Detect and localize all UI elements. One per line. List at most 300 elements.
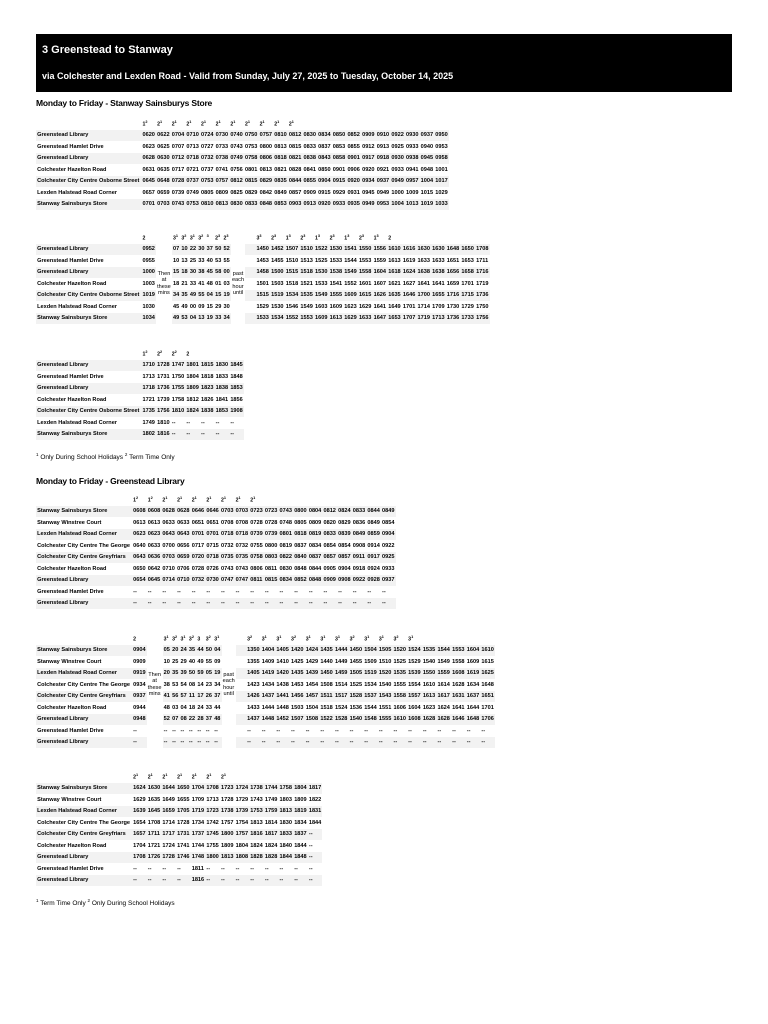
departure-time: 1756 bbox=[156, 406, 171, 418]
departure-time: 1718 bbox=[141, 383, 156, 395]
departure-time: 0848 bbox=[259, 199, 274, 211]
service-code: $3^1$ bbox=[172, 231, 180, 244]
service-code: $3^2$ bbox=[290, 632, 305, 645]
departure-time: 1001 bbox=[435, 166, 448, 173]
departure-time: 1534 bbox=[270, 313, 285, 325]
departure-time: -- bbox=[422, 727, 427, 734]
departure-time: 0708 bbox=[220, 519, 234, 526]
departure-time: -- bbox=[308, 875, 323, 887]
departure-time: -- bbox=[264, 865, 269, 872]
stop-name: Stanway Sainsburys Store bbox=[36, 645, 132, 657]
departure-time: -- bbox=[294, 865, 298, 872]
departure-time: 0821 bbox=[288, 153, 303, 165]
service-code bbox=[405, 117, 420, 130]
departure-time: 0710 bbox=[185, 130, 200, 142]
stop-row bbox=[36, 679, 495, 691]
minutes-past-hour: 49 bbox=[172, 313, 180, 325]
departure-time: 0635 bbox=[157, 166, 170, 173]
departure-time: 0750 bbox=[244, 130, 259, 142]
minutes-past-hour: -- bbox=[171, 737, 179, 749]
departure-time: -- bbox=[220, 598, 235, 610]
departure-time: 1646 bbox=[402, 290, 417, 302]
stop-name: Stanway Sainsburys Store bbox=[36, 783, 132, 795]
departure-time: 1525 bbox=[393, 658, 406, 665]
departure-time: 0931 bbox=[347, 189, 360, 196]
departure-time: 1604 bbox=[372, 267, 387, 279]
minutes-past-hour: 04 bbox=[180, 704, 187, 711]
departure-time: 1635 bbox=[387, 290, 402, 302]
minutes-past-hour: -- bbox=[205, 727, 210, 734]
departure-time: -- bbox=[320, 727, 325, 734]
minutes-past-hour: 19 bbox=[206, 313, 214, 325]
stop-name: Greenstead Hamlet Drive bbox=[37, 727, 104, 734]
departure-time: 1626 bbox=[372, 290, 387, 302]
departure-time: 1533 bbox=[329, 257, 343, 264]
departure-time: 1449 bbox=[334, 658, 348, 665]
service-code bbox=[376, 117, 391, 130]
stop-name: Greenstead Library bbox=[36, 383, 141, 395]
departure-time: 0803 bbox=[264, 552, 279, 564]
departure-time: 0622 bbox=[156, 130, 171, 142]
departure-time: 0747 bbox=[220, 575, 235, 587]
departure-time: 1529 bbox=[256, 303, 269, 310]
departure-time: 0948 bbox=[420, 166, 434, 173]
departure-time: 0643 bbox=[161, 529, 176, 541]
departure-time: 1700 bbox=[416, 290, 431, 302]
stop-row bbox=[36, 656, 495, 668]
minutes-past-hour: 34 bbox=[214, 681, 221, 688]
stop-name: Colchester City Centre Osborne Street bbox=[36, 290, 141, 302]
departure-time: 1817 bbox=[308, 783, 323, 795]
departure-time: 1757 bbox=[235, 829, 250, 841]
departure-time: 1535 bbox=[422, 645, 437, 657]
departure-time: 0859 bbox=[366, 529, 381, 541]
departure-time: 1750 bbox=[476, 303, 489, 310]
departure-time: 0703 bbox=[220, 506, 235, 518]
departure-time: 1739 bbox=[235, 806, 250, 818]
departure-time: 0718 bbox=[185, 153, 200, 165]
timetable-outbound-morning bbox=[36, 117, 449, 210]
service-code: $3^1$ bbox=[275, 632, 290, 645]
departure-time: 0757 bbox=[215, 176, 230, 188]
departure-time: 1717 bbox=[161, 829, 176, 841]
departure-time: 0937 bbox=[132, 691, 147, 703]
timetable-inbound-daytime bbox=[36, 632, 495, 748]
service-code: $2^1$ bbox=[249, 493, 264, 506]
departure-time: 1540 bbox=[378, 681, 392, 688]
departure-time: 0853 bbox=[273, 199, 288, 211]
stop-name: Greenstead Library bbox=[36, 130, 141, 142]
departure-time: 1609 bbox=[314, 313, 329, 325]
departure-time: 1530 bbox=[314, 267, 329, 279]
minutes-past-hour: 34 bbox=[172, 290, 180, 302]
departure-time: 1534 bbox=[285, 290, 300, 302]
minutes-past-hour: 45 bbox=[206, 267, 214, 279]
departure-time: 0810 bbox=[273, 130, 288, 142]
departure-time: -- bbox=[230, 419, 235, 426]
departure-time: 0714 bbox=[161, 575, 176, 587]
departure-time: 1704 bbox=[133, 842, 146, 849]
departure-time: 0613 bbox=[133, 519, 146, 526]
service-code: $2^3$ bbox=[214, 231, 222, 244]
departure-time: 0953 bbox=[435, 143, 448, 150]
departure-time: 1522 bbox=[314, 244, 329, 256]
departure-time: 0852 bbox=[346, 130, 361, 142]
departure-time: 0920 bbox=[346, 176, 361, 188]
service-code: $3^2$ bbox=[246, 632, 261, 645]
stop-row bbox=[36, 806, 322, 818]
departure-time: 1555 bbox=[393, 681, 406, 688]
departure-time: 0733 bbox=[215, 143, 229, 150]
departure-time: 0953 bbox=[376, 199, 391, 211]
departure-time: 1419 bbox=[261, 668, 276, 680]
departure-time: 0628 bbox=[161, 506, 176, 518]
departure-time: 0800 bbox=[293, 506, 308, 518]
departure-time: 0704 bbox=[171, 130, 186, 142]
departure-time: -- bbox=[349, 727, 354, 734]
departure-time: -- bbox=[176, 598, 191, 610]
minutes-past-hour: 56 bbox=[171, 691, 179, 703]
service-code: $1^3$ bbox=[372, 231, 387, 244]
minutes-past-hour: 03 bbox=[223, 280, 230, 287]
departure-time: 0715 bbox=[206, 542, 219, 549]
minutes-past-hour: 07 bbox=[171, 714, 179, 726]
departure-time: 1000 bbox=[391, 189, 404, 196]
departure-time: -- bbox=[308, 865, 313, 872]
departure-time: 0945 bbox=[362, 189, 375, 196]
stop-name: Greenstead Library bbox=[36, 875, 132, 887]
service-code: $2^1$ bbox=[191, 493, 206, 506]
departure-time: 1658 bbox=[460, 267, 475, 279]
departure-time: 1450 bbox=[319, 668, 334, 680]
minutes-past-hour: 29 bbox=[215, 303, 222, 310]
departure-time: 0941 bbox=[406, 166, 419, 173]
service-code: 3 bbox=[206, 231, 214, 244]
departure-time: 1448 bbox=[276, 704, 289, 711]
departure-time: 0829 bbox=[259, 176, 274, 188]
stop-row bbox=[36, 645, 495, 657]
departure-time: 0753 bbox=[244, 143, 258, 150]
departure-time: 0908 bbox=[337, 575, 352, 587]
departure-time: 1845 bbox=[229, 360, 244, 372]
departure-time: -- bbox=[177, 588, 181, 595]
departure-time: 0925 bbox=[391, 143, 404, 150]
departure-time: 1641 bbox=[417, 280, 430, 287]
departure-time: 1759 bbox=[264, 806, 279, 818]
departure-time: 1824 bbox=[264, 842, 278, 849]
departure-time: -- bbox=[250, 588, 254, 595]
departure-time: 0922 bbox=[390, 130, 405, 142]
departure-time: 1601 bbox=[358, 280, 372, 287]
departure-time: 1515 bbox=[255, 290, 270, 302]
minutes-past-hour: 34 bbox=[222, 313, 230, 325]
departure-time: -- bbox=[205, 598, 220, 610]
stop-row bbox=[36, 406, 244, 418]
service-code bbox=[480, 632, 495, 645]
service-code bbox=[200, 347, 215, 360]
departure-time: 0815 bbox=[288, 143, 302, 150]
departure-time: 1831 bbox=[308, 806, 323, 818]
departure-time: 1558 bbox=[452, 658, 465, 665]
departure-time: 1510 bbox=[299, 244, 314, 256]
departure-time: 0800 bbox=[264, 542, 278, 549]
departure-time: 0955 bbox=[142, 257, 155, 264]
minutes-past-hour: 57 bbox=[179, 691, 187, 703]
departure-time: -- bbox=[278, 875, 293, 887]
stop-name: Greenstead Library bbox=[36, 598, 132, 610]
departure-time: 0839 bbox=[337, 529, 352, 541]
departure-time: 1650 bbox=[460, 244, 475, 256]
departure-time: 1520 bbox=[378, 668, 393, 680]
departure-time: 1844 bbox=[294, 842, 307, 849]
departure-time: 0940 bbox=[420, 143, 434, 150]
minutes-past-hour: 49 bbox=[181, 303, 188, 310]
departure-time: 1822 bbox=[308, 796, 322, 803]
departure-time: 1615 bbox=[358, 290, 373, 302]
departure-time: -- bbox=[206, 865, 211, 872]
departure-time: 1404 bbox=[261, 645, 276, 657]
service-code bbox=[390, 117, 405, 130]
departure-time: 1004 bbox=[390, 199, 405, 211]
departure-time: 0919 bbox=[132, 668, 147, 680]
departure-time: 0834 bbox=[278, 575, 293, 587]
service-code: $1^2$ bbox=[132, 493, 147, 506]
minutes-past-hour: 33 bbox=[214, 313, 222, 325]
departure-time: 0703 bbox=[156, 199, 171, 211]
minutes-past-hour: 33 bbox=[189, 280, 197, 287]
service-code bbox=[475, 231, 490, 244]
departure-time: 1739 bbox=[157, 396, 170, 403]
stop-name: Greenstead Library bbox=[36, 852, 132, 864]
departure-time: 1710 bbox=[141, 360, 156, 372]
service-code: $2^3$ bbox=[299, 231, 314, 244]
stop-name: Colchester Hazelton Road bbox=[37, 704, 107, 711]
departure-time: 0703 bbox=[161, 552, 176, 564]
departure-time: 0929 bbox=[332, 189, 346, 196]
service-code: $2^1$ bbox=[273, 117, 288, 130]
service-code: $3^1$ bbox=[378, 632, 393, 645]
departure-time: 1816 bbox=[191, 875, 206, 887]
departure-time: 1728 bbox=[177, 819, 190, 826]
service-code: $2^3$ bbox=[329, 231, 344, 244]
stop-name: Greenstead Library bbox=[36, 360, 141, 372]
departure-time: 1508 bbox=[320, 681, 333, 688]
departure-time: -- bbox=[338, 588, 342, 595]
departure-time: 1840 bbox=[279, 842, 292, 849]
departure-time: 0818 bbox=[293, 529, 308, 541]
departure-time: 0833 bbox=[303, 143, 316, 150]
departure-time: 1557 bbox=[407, 691, 422, 703]
departure-time: 0743 bbox=[230, 143, 243, 150]
departure-time: 0937 bbox=[381, 575, 396, 587]
stop-name: Lexden Halstead Road Corner bbox=[37, 189, 117, 196]
departure-time: -- bbox=[133, 727, 137, 734]
minutes-past-hour: 38 bbox=[163, 681, 170, 688]
departure-time: 1609 bbox=[466, 658, 480, 665]
departure-time: -- bbox=[407, 737, 422, 749]
departure-time: 1800 bbox=[205, 852, 220, 864]
departure-time: -- bbox=[436, 737, 451, 749]
departure-time: 1536 bbox=[349, 704, 363, 711]
departure-time: 0948 bbox=[132, 714, 147, 726]
section-title-outbound: Monday to Friday - Stanway Sainsburys Store bbox=[36, 98, 213, 108]
departure-time: 1507 bbox=[290, 714, 305, 726]
departure-time: 0735 bbox=[220, 552, 235, 564]
departure-time: 0837 bbox=[308, 552, 323, 564]
stop-row bbox=[36, 141, 449, 153]
stop-name: Colchester City Centre Osborne Street bbox=[36, 176, 141, 188]
departure-time: 1013 bbox=[405, 199, 420, 211]
departure-time: 1649 bbox=[388, 303, 401, 310]
departure-time: 1505 bbox=[349, 668, 364, 680]
departure-time: 0914 bbox=[367, 542, 380, 549]
service-code bbox=[215, 347, 230, 360]
departure-time: 1659 bbox=[446, 280, 460, 287]
stop-row bbox=[36, 164, 449, 176]
departure-time: 1713 bbox=[206, 796, 219, 803]
past-each-hour-until-note: past each hour until bbox=[231, 267, 245, 302]
minutes-past-hour: 37 bbox=[205, 714, 213, 726]
departure-time: 0945 bbox=[420, 153, 435, 165]
departure-time: 1540 bbox=[349, 714, 364, 726]
departure-time: 1405 bbox=[246, 668, 261, 680]
departure-time: 1856 bbox=[230, 396, 243, 403]
service-code bbox=[422, 632, 437, 645]
departure-time: 0806 bbox=[259, 153, 274, 165]
departure-time: -- bbox=[191, 598, 206, 610]
departure-time: 0712 bbox=[171, 153, 186, 165]
minutes-past-hour: 48 bbox=[206, 280, 213, 287]
departure-time: 0848 bbox=[294, 565, 307, 572]
service-code bbox=[278, 493, 293, 506]
departure-time: -- bbox=[279, 588, 284, 595]
departure-time: 1454 bbox=[305, 681, 319, 688]
departure-time: -- bbox=[291, 727, 295, 734]
departure-time: -- bbox=[293, 875, 308, 887]
service-code: $3^2$ bbox=[349, 632, 364, 645]
departure-time: 1628 bbox=[422, 714, 437, 726]
departure-time: 1746 bbox=[176, 852, 191, 864]
stop-name: Colchester City Centre The George bbox=[37, 542, 131, 549]
departure-time: 1639 bbox=[132, 806, 147, 818]
minutes-past-hour: 13 bbox=[197, 313, 205, 325]
minutes-past-hour: -- bbox=[163, 727, 168, 734]
timetable-inbound-evening bbox=[36, 770, 322, 886]
departure-time: 0728 bbox=[171, 176, 186, 188]
departure-time: 0833 bbox=[352, 506, 367, 518]
departure-time: 1504 bbox=[305, 704, 319, 711]
service-code: $3^3$ bbox=[255, 231, 270, 244]
departure-time: 0743 bbox=[278, 506, 293, 518]
minutes-past-hour: 44 bbox=[214, 704, 221, 711]
departure-time: 0645 bbox=[141, 176, 156, 188]
service-code bbox=[451, 632, 466, 645]
departure-time: 1716 bbox=[475, 267, 490, 279]
departure-time: 0640 bbox=[133, 542, 146, 549]
departure-time: -- bbox=[437, 727, 442, 734]
departure-time: 0757 bbox=[259, 130, 274, 142]
service-code: $2^1$ bbox=[132, 770, 147, 783]
departure-time: -- bbox=[147, 588, 152, 595]
departure-time: 1456 bbox=[290, 691, 305, 703]
departure-time: 0643 bbox=[176, 529, 191, 541]
service-code: $2^1$ bbox=[205, 770, 220, 783]
departure-time: 0849 bbox=[381, 506, 396, 518]
departure-time: 1420 bbox=[275, 668, 290, 680]
departure-time: 0701 bbox=[191, 529, 206, 541]
departure-time: 0937 bbox=[376, 176, 391, 188]
departure-time: 0833 bbox=[244, 199, 259, 211]
departure-time: -- bbox=[275, 737, 290, 749]
service-code bbox=[366, 493, 381, 506]
departure-time: 1609 bbox=[329, 303, 343, 310]
service-code: $3^1$ bbox=[213, 632, 221, 645]
minutes-past-hour: 48 bbox=[163, 704, 170, 711]
departure-time: 0829 bbox=[338, 519, 351, 526]
departure-time: 1550 bbox=[422, 668, 437, 680]
departure-time: 0623 bbox=[147, 529, 162, 541]
departure-time: 0913 bbox=[302, 199, 317, 211]
departure-time: 1444 bbox=[261, 704, 275, 711]
departure-time: 1633 bbox=[432, 257, 445, 264]
minutes-past-hour: 09 bbox=[214, 658, 221, 665]
departure-time: 0930 bbox=[405, 130, 420, 142]
departure-time: 1848 bbox=[230, 373, 243, 380]
stop-name: Stanway Winstree Court bbox=[37, 796, 102, 803]
departure-time: 1550 bbox=[358, 244, 373, 256]
departure-time: 0904 bbox=[132, 645, 147, 657]
departure-time: 1618 bbox=[387, 267, 402, 279]
departure-time: 0701 bbox=[205, 529, 220, 541]
departure-time: 0819 bbox=[279, 542, 292, 549]
departure-time: 1517 bbox=[334, 691, 349, 703]
departure-time: 0849 bbox=[352, 529, 367, 541]
stop-row bbox=[36, 598, 396, 610]
departure-time: -- bbox=[132, 737, 147, 749]
route-subtitle: via Colchester and Lexden Road - Valid from Sunday, July 27, 2025 to Tuesday, October 14, 2025 bbox=[42, 71, 454, 81]
departure-time: 0657 bbox=[142, 189, 155, 196]
service-code bbox=[352, 493, 367, 506]
departure-time: -- bbox=[352, 588, 357, 595]
minutes-past-hour: 22 bbox=[188, 714, 196, 726]
departure-time: 1749 bbox=[142, 419, 155, 426]
departure-time: 0918 bbox=[352, 565, 366, 572]
departure-time: 0748 bbox=[279, 519, 292, 526]
minutes-past-hour: 37 bbox=[213, 691, 221, 703]
departure-time: 1733 bbox=[460, 313, 475, 325]
departure-time: 1355 bbox=[247, 658, 260, 665]
minutes-past-hour: 04 bbox=[206, 290, 214, 302]
departure-time: 1738 bbox=[220, 806, 235, 818]
departure-time: 0855 bbox=[302, 176, 317, 188]
stop-row bbox=[36, 563, 396, 575]
departure-time: 1738 bbox=[249, 783, 264, 795]
departure-time: 1633 bbox=[358, 313, 373, 325]
departure-time: 0904 bbox=[381, 529, 396, 541]
service-code bbox=[381, 493, 396, 506]
departure-time: 0646 bbox=[191, 506, 206, 518]
departure-time: 1009 bbox=[406, 189, 419, 196]
departure-time: 1549 bbox=[437, 658, 450, 665]
stop-name: Lexden Halstead Road Corner bbox=[37, 419, 117, 426]
minutes-past-hour: 00 bbox=[222, 267, 230, 279]
departure-time: 1809 bbox=[220, 842, 234, 849]
departure-time: 1350 bbox=[246, 645, 261, 657]
minutes-past-hour: 55 bbox=[197, 290, 205, 302]
departure-time: 0821 bbox=[274, 166, 287, 173]
departure-time: 0830 bbox=[302, 130, 317, 142]
departure-time: 1824 bbox=[250, 842, 263, 849]
